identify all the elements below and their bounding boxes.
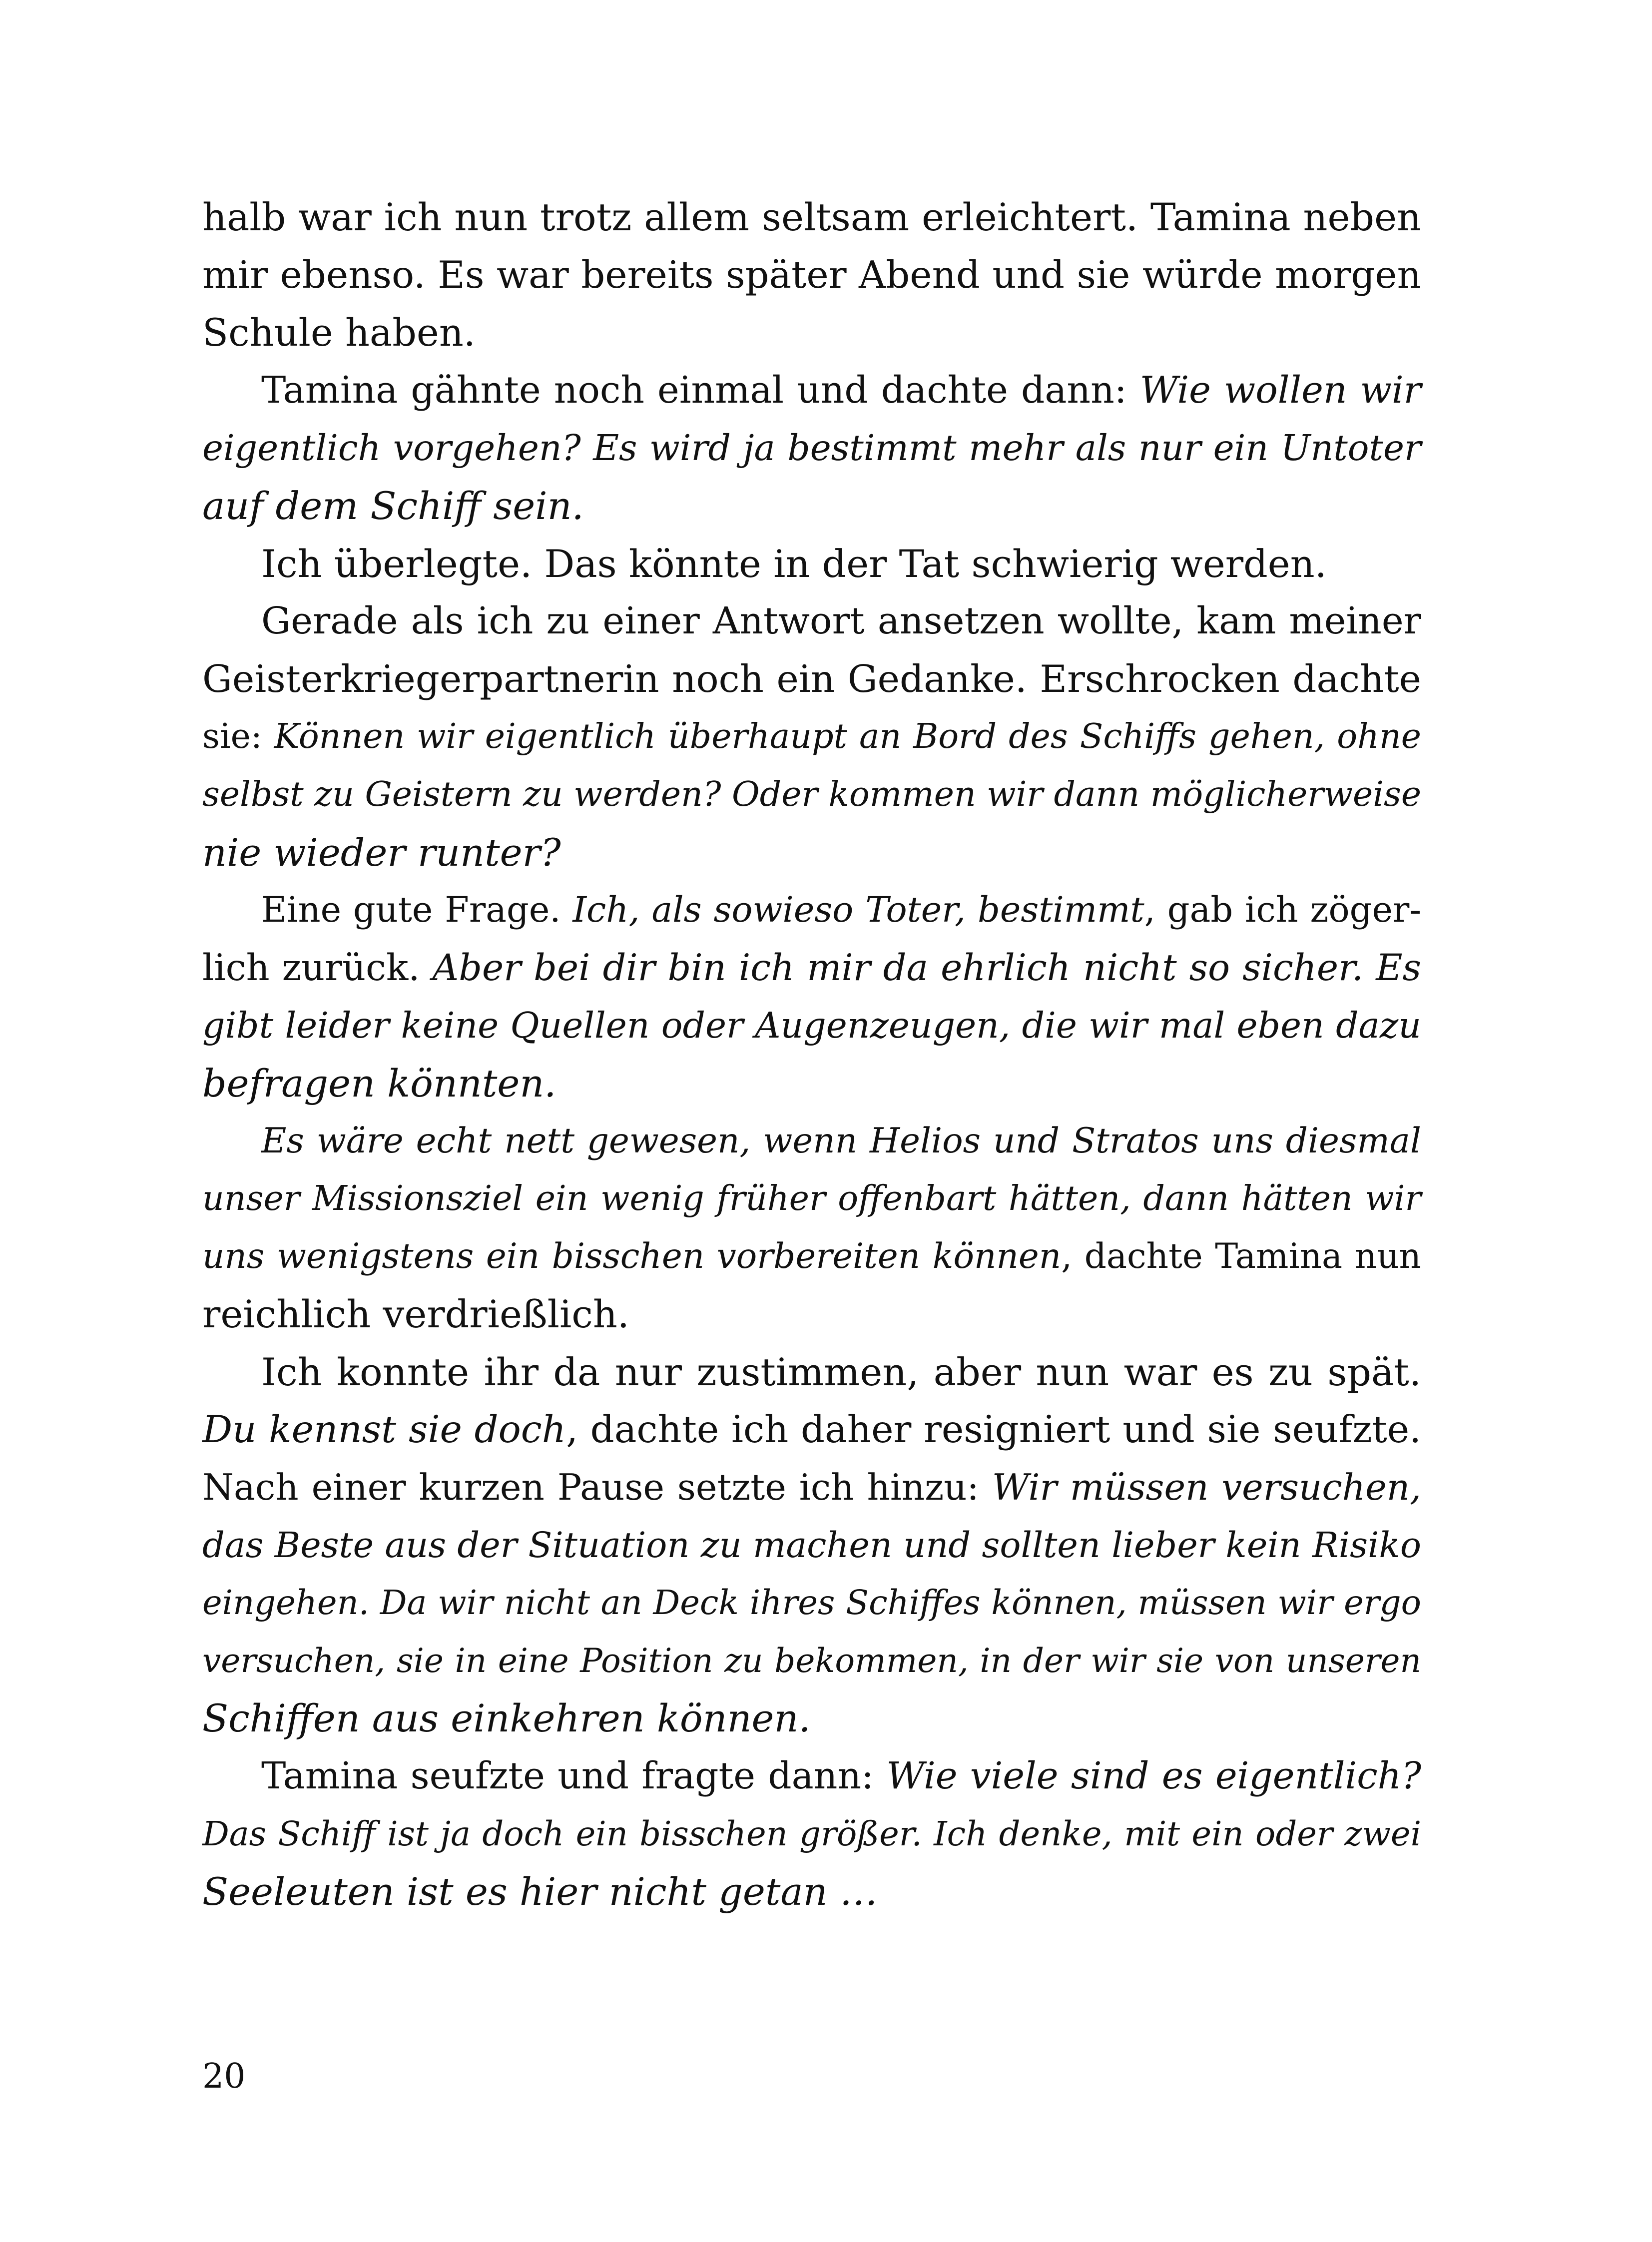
text-line [202,535,1421,593]
italic-text-segment: unser Missionsziel ein wenig früher offenbart hätten, dann hätten wir [202,1179,1421,1219]
italic-text-segment: Schiffen aus einkehren können. [202,1696,811,1741]
italic-text-segment: versuchen, sie in eine Position zu bekommen, in der wir sie von unseren [202,1641,1421,1680]
text-segment: , gab ich zöger- [1144,889,1422,931]
text-line [202,477,1421,535]
italic-text-segment: Ich, als sowieso Toter, bestimmt [572,889,1144,931]
italic-text-segment: Du kennst sie doch [202,1407,566,1452]
italic-text-segment: befragen könnten. [202,1061,556,1106]
text-line [202,1113,1421,1170]
text-line [202,939,1421,997]
text-line [202,592,1421,650]
text-line [202,824,1421,882]
italic-text-segment: Es wäre echt nett gewesen, wenn Helios und Stratos uns diesmal [261,1121,1421,1161]
text-segment: sie: [202,717,274,757]
italic-text-segment: eingehen. Da wir nicht an Deck ihres Schiffes können, müssen wir ergo [202,1583,1421,1623]
text-line [202,1170,1421,1228]
text-segment: Schule haben. [202,310,476,355]
italic-text-segment: Wie wollen wir [1139,368,1422,412]
text-segment: Geisterkriegerpartnerin noch ein Gedanke. Erschrocken dachte [202,656,1421,701]
italic-text-segment: nie wieder runter? [202,830,561,875]
italic-text-segment: Wie viele sind es eigentlich? [886,1754,1421,1798]
text-segment: halb war ich nun trotz allem seltsam erleichtert. Tamina neben [202,195,1421,239]
text-line [202,1747,1421,1805]
text-line [202,766,1421,824]
text-segment: Tamina gähnte noch einmal und dachte dann: [261,368,1140,412]
text-line [202,419,1421,477]
italic-text-segment: gibt leider keine Quellen oder Augenzeugen, die wir mal eben dazu [202,1005,1421,1047]
text-line [202,1055,1421,1113]
text-segment: Gerade als ich zu einer Antwort ansetzen wollte, kam meiner [261,599,1421,643]
text-line [202,1689,1421,1747]
italic-text-segment: Können wir eigentlich überhaupt an Bord des Schiffs gehen, ohne [274,717,1421,757]
text-line [202,997,1421,1055]
text-line [202,1228,1421,1286]
text-line [202,1805,1421,1863]
text-line [202,1863,1421,1921]
italic-text-segment: Aber bei dir bin ich mir da ehrlich nicht so sicher. Es [432,946,1422,989]
page-number: 20 [202,2057,246,2096]
text-segment: , dachte Tamina nun [1061,1236,1421,1276]
italic-text-segment: Wir müssen versuchen, [992,1466,1421,1509]
text-segment: Tamina seufzte und fragte dann: [261,1754,887,1798]
text-line [202,1343,1421,1401]
text-line [202,304,1421,362]
text-segment: Nach einer kurzen Pause setzte ich hinzu: [202,1466,992,1509]
italic-text-segment: selbst zu Geistern zu werden? Oder kommen wir dann möglicherweise [202,774,1422,814]
text-line [202,1517,1421,1575]
text-line [202,881,1421,939]
italic-text-segment: das Beste aus der Situation zu machen und sollten lieber kein Risiko [202,1524,1421,1566]
text-line [202,362,1421,420]
text-segment: , dachte ich daher resigniert und sie seufzte. [566,1407,1421,1452]
text-line [202,1459,1421,1517]
text-line [202,708,1421,766]
text-line [202,188,1421,246]
text-segment: Eine gute Frage. [261,889,573,931]
text-segment: lich zurück. [202,946,433,989]
italic-text-segment: Seeleuten ist es hier nicht getan … [202,1869,878,1914]
text-segment: Ich konnte ihr da nur zustimmen, aber nun war es zu spät. [261,1349,1421,1394]
text-segment: mir ebenso. Es war bereits später Abend und sie würde morgen [202,252,1421,297]
text-line [202,650,1421,708]
text-line [202,1632,1421,1690]
text-line [202,1574,1421,1632]
text-line [202,1285,1421,1343]
text-line [202,1401,1421,1459]
body-text [202,188,1421,1921]
italic-text-segment: uns wenigstens ein bisschen vorbereiten können [202,1236,1062,1276]
italic-text-segment: Das Schiff ist ja doch ein bisschen größer. Ich denke, mit ein oder zwei [202,1814,1421,1853]
text-line [202,246,1421,304]
text-segment: Ich überlegte. Das könnte in der Tat schwierig werden. [261,541,1327,586]
italic-text-segment: eigentlich vorgehen? Es wird ja bestimmt mehr als nur ein Untoter [202,427,1421,469]
italic-text-segment: auf dem Schiff sein. [202,483,584,528]
text-segment: reichlich verdrießlich. [202,1292,629,1337]
